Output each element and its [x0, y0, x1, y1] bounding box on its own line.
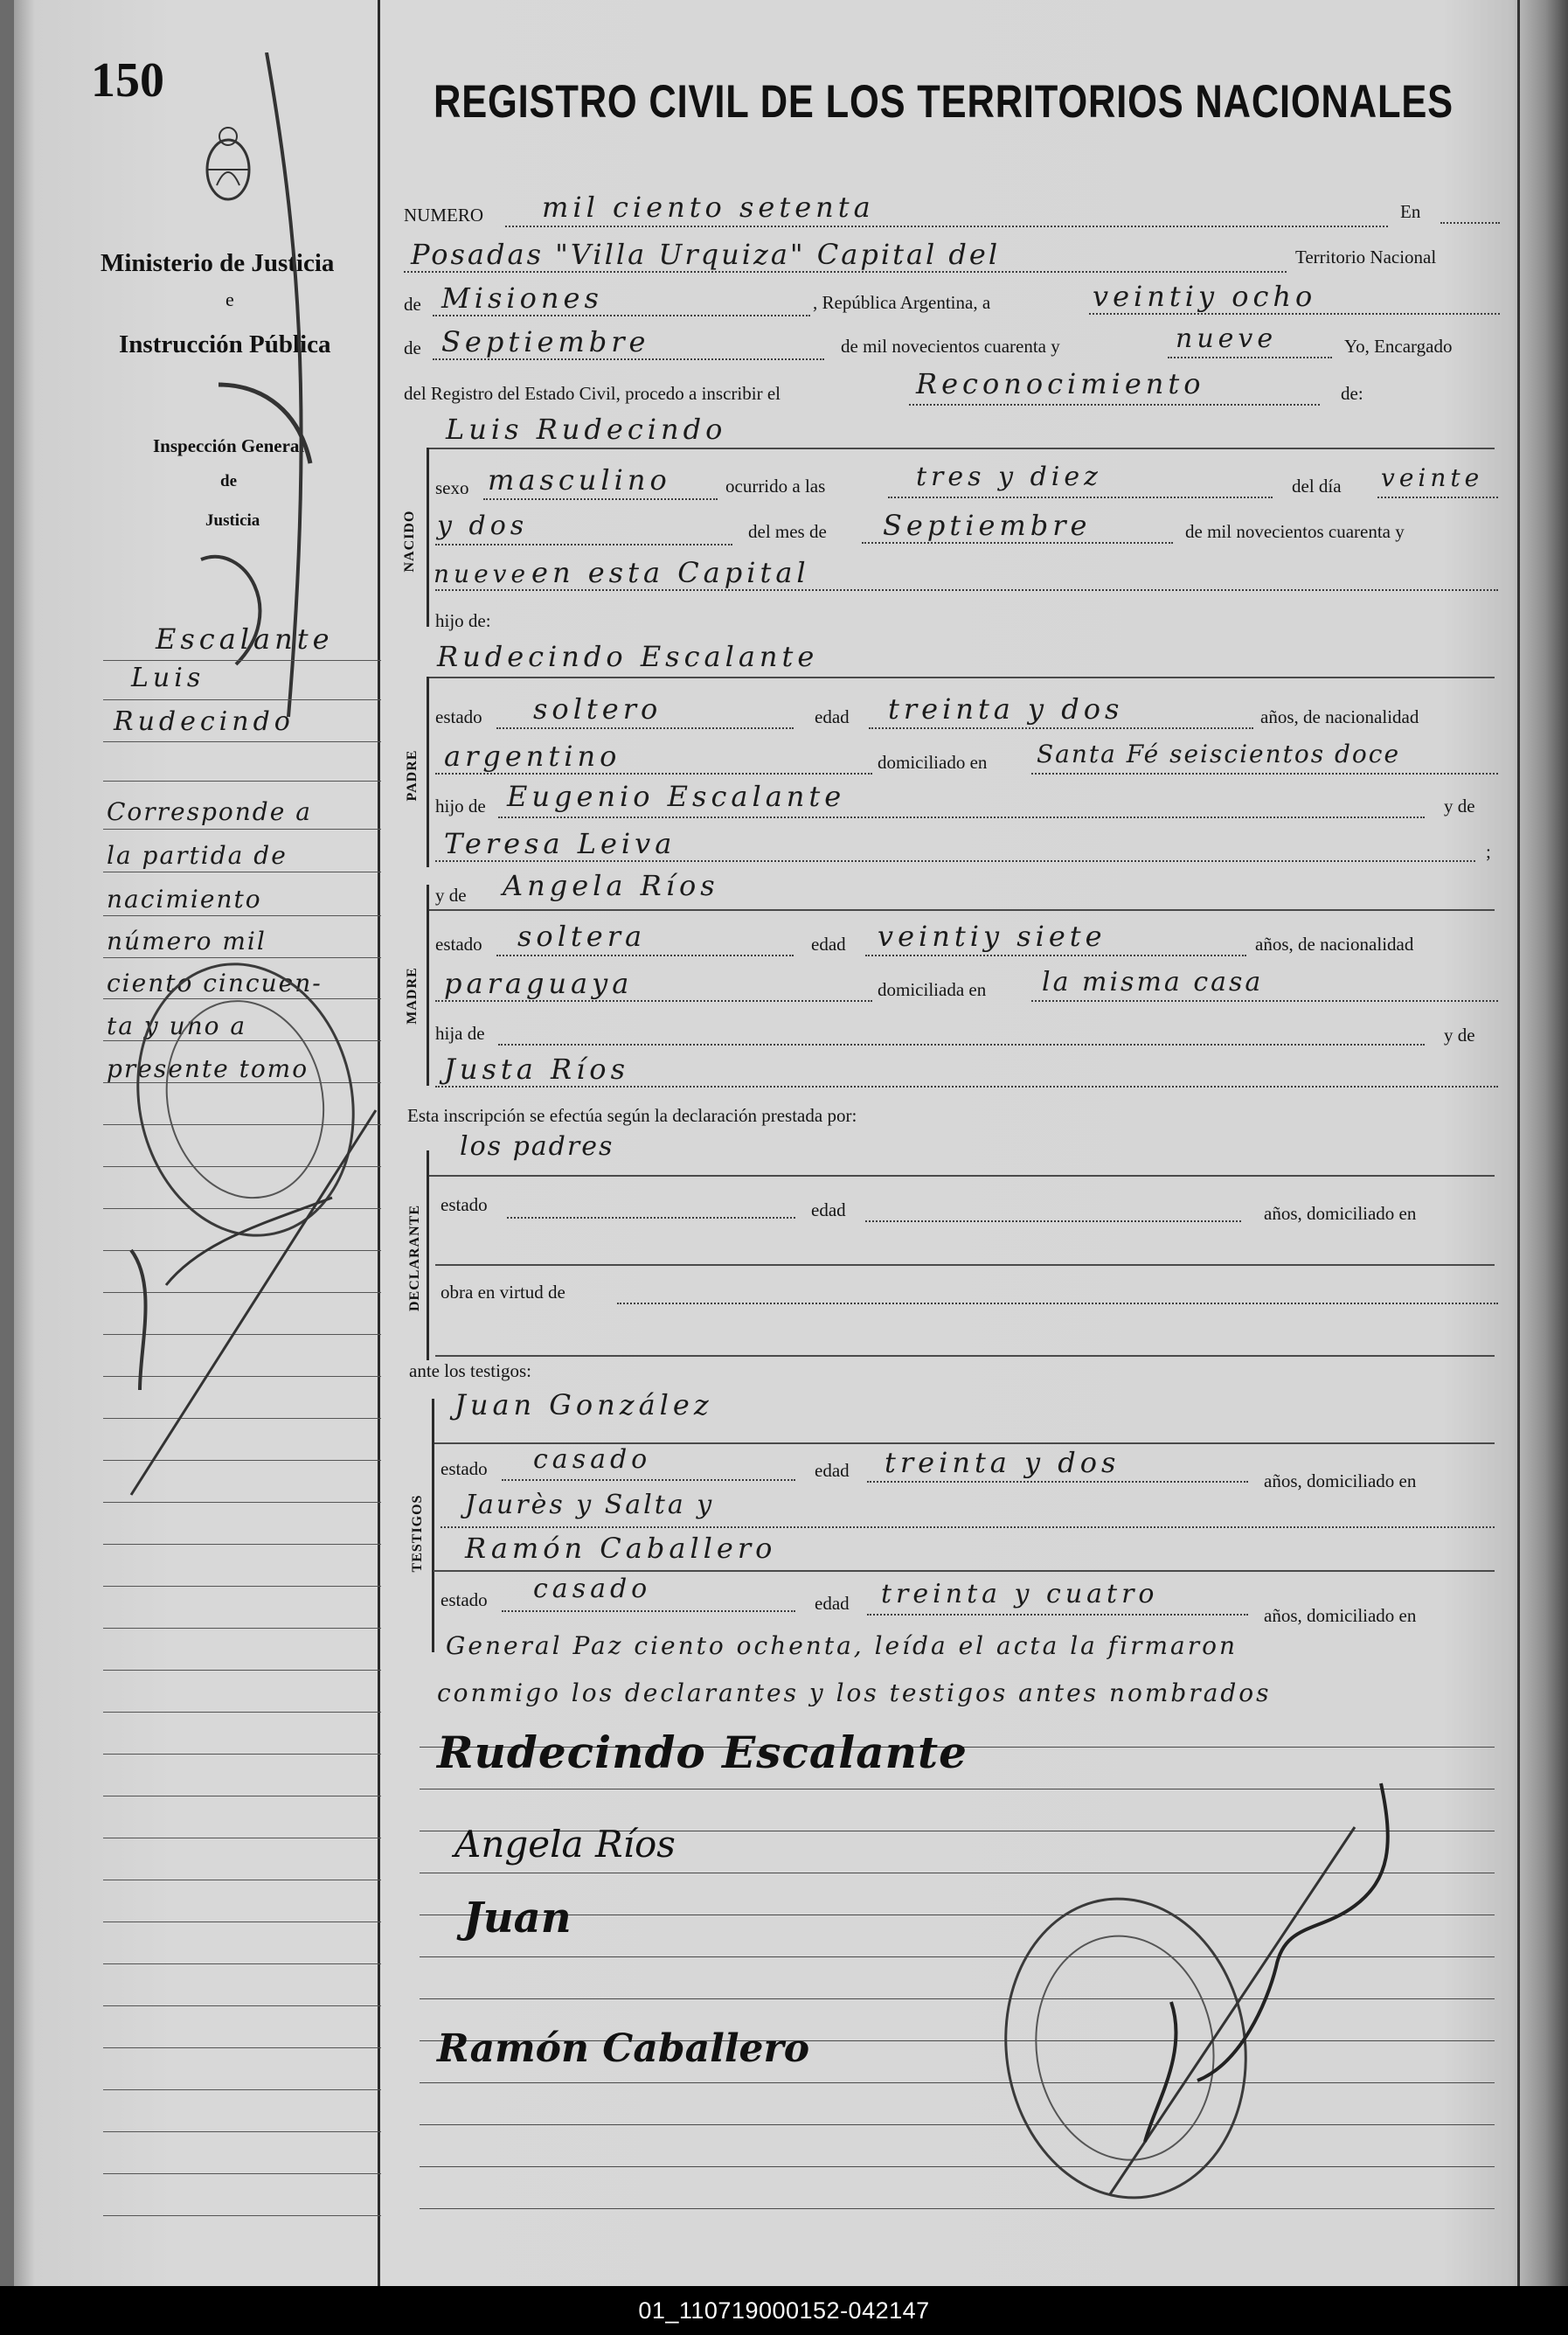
madre-edad-value: veintiy siete [878, 920, 1107, 953]
testigo2-edad-label: edad [815, 1593, 850, 1614]
testigo1-estado-value: casado [533, 1444, 652, 1475]
day-value: veintiy ocho [1093, 280, 1317, 313]
ministry-line-2: e [225, 288, 234, 310]
dia-value-a: veinte [1381, 463, 1484, 492]
place-value: Posadas "Villa Urquiza" Capital del [411, 238, 1001, 271]
numero-value: mil ciento setenta [542, 191, 875, 224]
act-value: Reconocimiento [916, 367, 1205, 400]
madre-estado-value: soltera [517, 920, 647, 953]
padre-hijo-label: hijo de [435, 796, 486, 817]
testigo1-edad-value: treinta y dos [885, 1446, 1120, 1479]
right-edge-line [1517, 0, 1520, 2286]
declarante-estado-label: estado [441, 1194, 488, 1215]
testigo2-anos-label: años, domiciliado en [1264, 1605, 1417, 1626]
de-label: de [404, 337, 421, 358]
padre-name: Rudecindo Escalante [437, 640, 819, 673]
padre-edad-label: edad [815, 706, 850, 727]
lugar-value: en esta Capital [531, 556, 810, 589]
month-value: Septiembre [441, 325, 650, 358]
padre-estado-label: estado [435, 706, 482, 727]
padre-side-label: PADRE [405, 749, 420, 802]
margin-note-line: la partida de [107, 841, 288, 870]
margin-note-line: Corresponde a [107, 797, 312, 826]
territorio-label: Territorio Nacional [1295, 247, 1437, 268]
registro-label: del Registro del Estado Civil, procedo a inscribir el [404, 383, 781, 404]
madre-domiciliada-label: domiciliada en [878, 979, 987, 1000]
padre-edad-value: treinta y dos [888, 692, 1124, 726]
testigo2-domicilio: General Paz ciento ochenta, leída el acta la firmaron [446, 1631, 1238, 1660]
madre-nacionalidad-value: paraguaya [444, 967, 634, 1000]
sexo-label: sexo [435, 477, 469, 498]
ministry-sub-2: de [220, 472, 237, 490]
image-code-footer: 01_110719000152-042147 [0, 2286, 1568, 2335]
madre-yde2-label: y de [1444, 1025, 1475, 1046]
ministry-line-3: Instrucción Pública [119, 330, 331, 358]
madre-anos-label: años, de nacionalidad [1255, 934, 1414, 955]
testigo1-estado-label: estado [441, 1458, 488, 1479]
margin-note-line: ta y uno a [107, 1011, 247, 1040]
testigo2-name: Ramón Caballero [465, 1532, 777, 1565]
declarante-obra-label: obra en virtud de [441, 1282, 565, 1303]
testigo1-name: Juan González [454, 1388, 713, 1421]
nacido-side-label: NACIDO [402, 510, 417, 573]
yo-label: Yo, Encargado [1344, 336, 1453, 357]
padre-nacionalidad-value: argentino [444, 740, 621, 773]
signature-witness-2: Ramón Caballero [437, 2026, 810, 2071]
testigo2-edad-value: treinta y cuatro [881, 1579, 1159, 1609]
territorio-value: Misiones [441, 281, 603, 315]
en-label: En [1400, 201, 1421, 222]
madre-side-label: MADRE [405, 967, 420, 1025]
padre-estado-value: soltero [533, 692, 663, 726]
madre-yde-label: y de [435, 885, 467, 906]
officer-signature-icon [1093, 1775, 1425, 2212]
margin-note-line: ciento cincuen- [107, 969, 323, 997]
padre-anos-label: años, de nacionalidad [1260, 706, 1419, 727]
signature-mother: Angela Ríos [454, 1823, 676, 1866]
nacido-mil-label: de mil novecientos cuarenta y [1185, 521, 1405, 542]
registered-name: Luis Rudecindo [446, 413, 727, 446]
sexo-value: masculino [488, 463, 671, 497]
padre-semicolon: ; [1486, 841, 1491, 862]
margin-note-line: presente tomo [107, 1054, 309, 1083]
hijo-label: hijo de: [435, 610, 491, 631]
testigos-label: ante los testigos: [409, 1360, 531, 1381]
ministry-sub-1: Inspección General [153, 435, 305, 456]
mil-label: de mil novecientos cuarenta y [841, 336, 1060, 357]
declaracion-text: Esta inscripción se efectúa según la declaración prestada por: [407, 1105, 857, 1126]
testigo1-anos-label: años, domiciliado en [1264, 1470, 1417, 1491]
declarante-edad-label: edad [811, 1199, 846, 1220]
testigo1-edad-label: edad [815, 1460, 850, 1481]
de2-label: de: [1341, 383, 1363, 404]
ocurrido-label: ocurrido a las [725, 476, 826, 497]
signature-father: Rudecindo Escalante [437, 1727, 968, 1778]
madre-name: Angela Ríos [503, 869, 719, 902]
margin-note-line: nacimiento [107, 885, 262, 914]
padre-domiciliado-label: domiciliado en [878, 752, 988, 773]
testigo2-estado-value: casado [533, 1574, 652, 1604]
del-mes-label: del mes de [748, 521, 827, 542]
page-title: REGISTRO CIVIL DE LOS TERRITORIOS NACIONALES [434, 76, 1454, 128]
ministry-line-1: Ministerio de Justicia [101, 249, 335, 277]
declaracion-value: los padres [460, 1131, 614, 1162]
madre-hija-label: hija de [435, 1023, 485, 1044]
padre-madre-value: Teresa Leiva [444, 827, 676, 860]
hora-value: tres y diez [916, 462, 1102, 492]
testigo1-domicilio: Jaurès y Salta y [465, 1490, 715, 1520]
page-number: 150 [91, 53, 164, 108]
anio-value: nueve [434, 559, 531, 588]
padre-padre-value: Eugenio Escalante [507, 780, 846, 813]
padre-domicilio-value: Santa Fé seiscientos doce [1037, 740, 1401, 768]
declarante-anos-label: años, domiciliado en [1264, 1203, 1417, 1224]
book-binding [0, 0, 14, 2286]
madre-madre-value: Justa Ríos [444, 1053, 629, 1086]
republica-label: , República Argentina, a [813, 292, 991, 313]
margin-surname: Escalante [156, 622, 334, 656]
dia-value-b: y dos [437, 511, 529, 541]
margin-note-line: número mil [107, 927, 267, 956]
testigos-side-label: TESTIGOS [410, 1494, 425, 1573]
signature-witness-1: Juan [463, 1894, 572, 1942]
testigo2-estado-label: estado [441, 1589, 488, 1610]
year-value: nueve [1176, 323, 1278, 354]
de-label: de [404, 294, 421, 315]
madre-estado-label: estado [435, 934, 482, 955]
declarante-side-label: DECLARANTE [407, 1205, 422, 1312]
mes-value: Septiembre [883, 509, 1092, 542]
ministry-sub-3: Justicia [205, 511, 260, 530]
numero-label: NUMERO [404, 205, 484, 226]
del-dia-label: del día [1292, 476, 1342, 497]
margin-second-name: Rudecindo [114, 706, 295, 737]
padre-yde-label: y de [1444, 796, 1475, 817]
closing-text: conmigo los declarantes y los testigos antes nombrados [437, 1678, 1272, 1707]
margin-cancel-line-icon [114, 1084, 393, 1504]
madre-edad-label: edad [811, 934, 846, 955]
madre-domicilio-value: la misma casa [1042, 967, 1264, 997]
margin-given-name: Luis [131, 663, 205, 693]
